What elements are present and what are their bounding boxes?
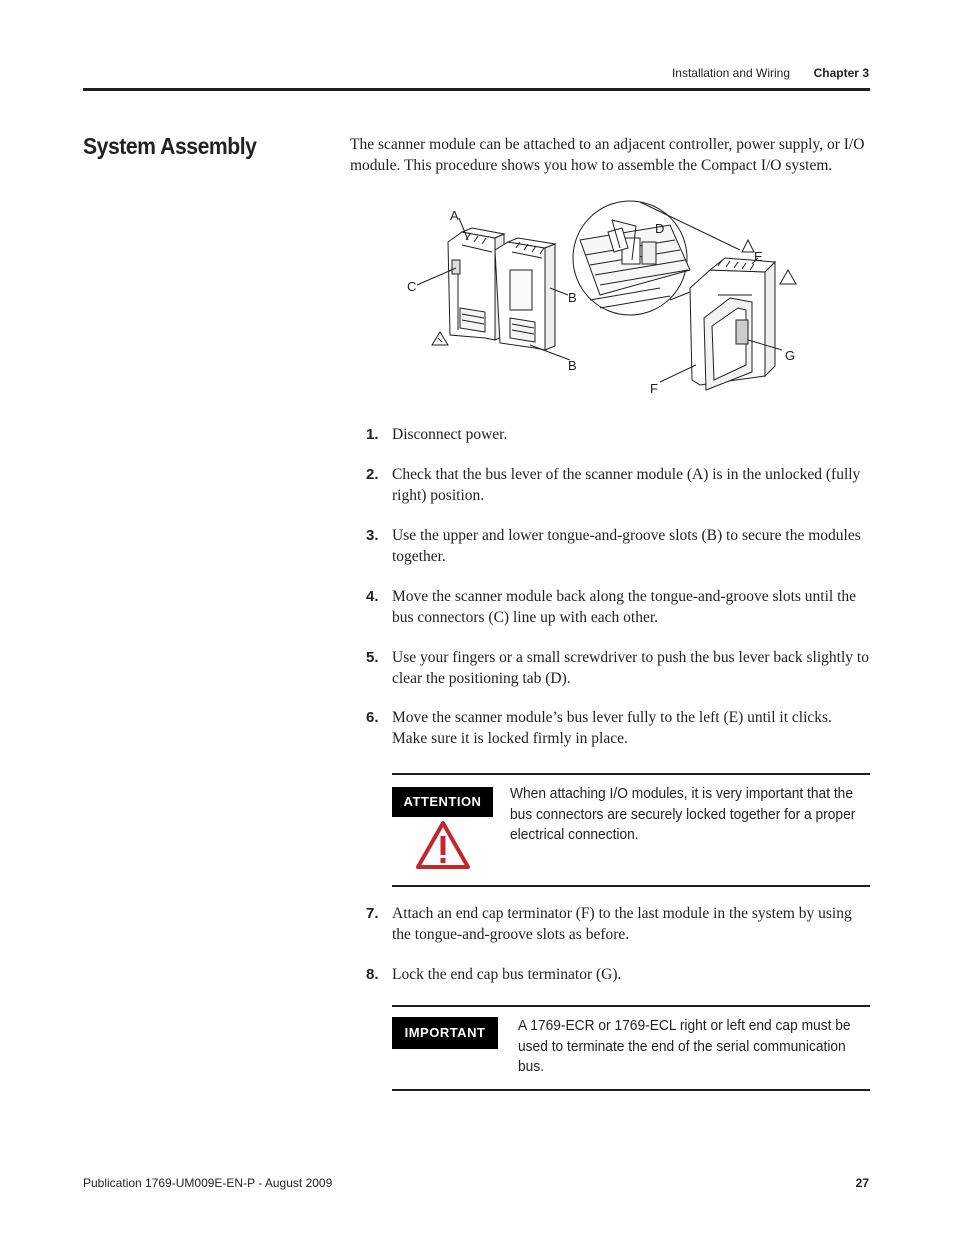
footer-publication: Publication 1769-UM009E-EN-P - August 2009 (83, 1176, 333, 1190)
footer-page-number: 27 (855, 1176, 869, 1190)
header-rule (83, 88, 870, 91)
label-b-lower: B (568, 358, 577, 373)
attention-text: When attaching I/O modules, it is very important that the bus connectors are securely locked together for a proper electrical connection. (510, 786, 856, 843)
esd-warning-icon-2 (742, 240, 754, 252)
label-e: E (754, 249, 763, 264)
step-text: Attach an end cap terminator (F) to the last module in the system by using the tongue-and-groove slots as before. (392, 905, 852, 943)
intro-paragraph: The scanner module can be attached to an adjacent controller, power supply, or I/O module. This procedure shows you how to assemble the Compact I/O system. (350, 136, 865, 174)
label-b-upper: B (568, 290, 577, 305)
step-text: Use the upper and lower tongue-and-groove slots (B) to secure the modules together. (392, 527, 861, 565)
assembly-illustration (400, 200, 810, 400)
step-number: 6. (366, 709, 379, 726)
label-f: F (650, 381, 658, 396)
attention-notice (392, 773, 870, 887)
step-text: Check that the bus lever of the scanner module (A) is in the unlocked (fully right) position. (392, 466, 861, 504)
step-number: 3. (366, 527, 379, 544)
step-text: Lock the end cap bus terminator (G). (392, 966, 622, 983)
esd-warning-icon (432, 332, 448, 345)
step-number: 4. (366, 588, 379, 605)
label-c: C (407, 279, 417, 294)
attention-badge: ATTENTION (392, 787, 493, 817)
label-a: A (450, 208, 459, 223)
step-text: Use your fingers or a small screwdriver to push the bus lever back slightly to clear the positioning tab (D). (392, 649, 869, 687)
important-notice (392, 1005, 870, 1091)
esd-warning-icon-3 (780, 270, 796, 284)
step-number: 7. (366, 905, 379, 922)
header-chapter-label: Chapter 3 (813, 66, 869, 80)
step-text: Move the scanner module back along the tongue-and-groove slots until the bus connectors (C) line up with each other. (392, 588, 857, 626)
important-text: A 1769-ECR or 1769-ECL right or left end cap must be used to terminate the end of the serial communication bus. (518, 1018, 851, 1075)
endcap-drawing (690, 258, 775, 390)
label-d: D (655, 221, 665, 236)
step-number: 1. (366, 426, 379, 443)
step-number: 2. (366, 466, 379, 483)
step-text: Move the scanner module’s bus lever fully to the left (E) until it clicks. Make sure it is locked firmly in place. (392, 709, 832, 747)
module-pair-drawing (448, 228, 555, 350)
header-section-label: Installation and Wiring (671, 66, 790, 80)
step-number: 5. (366, 649, 379, 666)
warning-triangle-icon (414, 819, 472, 871)
important-badge: IMPORTANT (392, 1017, 498, 1049)
page-title: System Assembly (83, 133, 257, 159)
step-number: 8. (366, 966, 379, 983)
step-text: Disconnect power. (392, 426, 508, 443)
label-g: G (785, 348, 796, 363)
assembly-figure (400, 200, 810, 400)
